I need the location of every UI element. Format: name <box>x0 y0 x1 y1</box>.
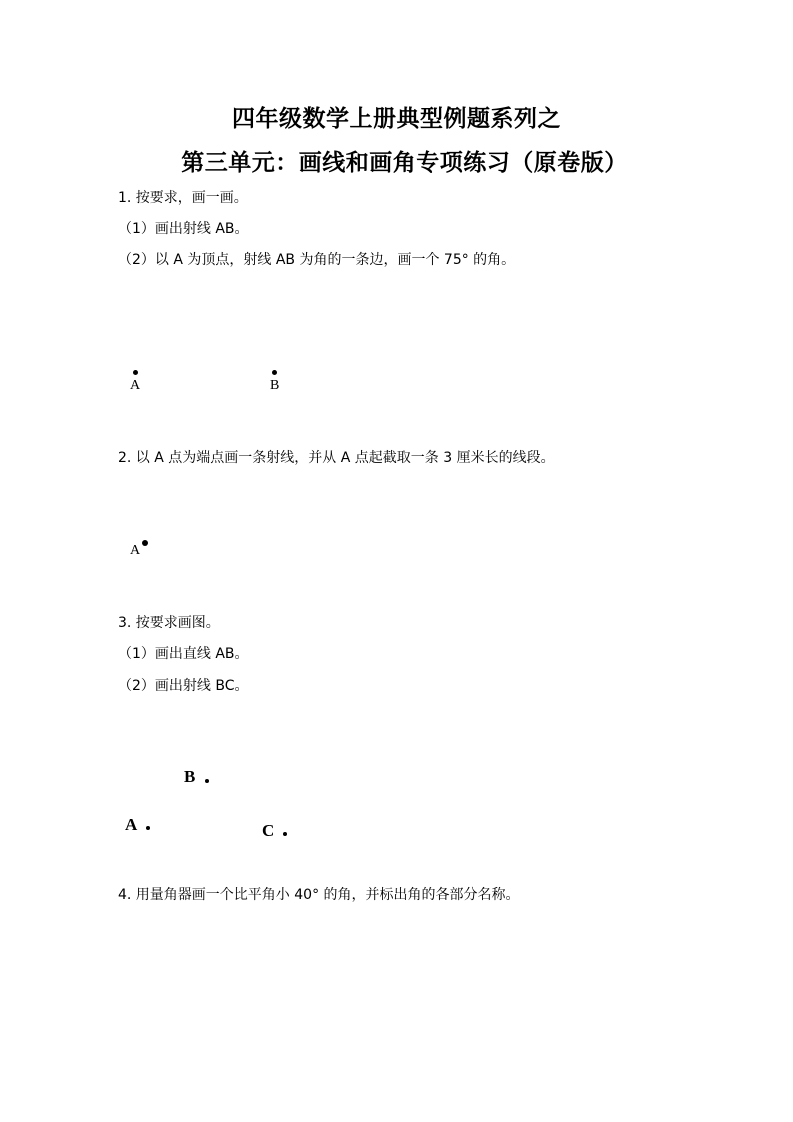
point-a-dot <box>133 370 138 375</box>
question-3-prompt: 3. 按要求画图。 <box>118 615 220 631</box>
question-2-prompt: 2. 以 A 点为端点画一条射线，并从 A 点起截取一条 3 厘米长的线段。 <box>118 450 555 466</box>
point-c-label: C <box>262 821 275 840</box>
document-title-line-2: 第三单元：画线和画角专项练习（原卷版） <box>181 150 628 176</box>
question-1-sub-2: （2）以 A 为顶点，射线 AB 为角的一条边，画一个 75° 的角。 <box>118 252 516 268</box>
question-3-sub-2: （2）画出射线 BC。 <box>118 678 249 694</box>
point-b-dot <box>205 779 209 783</box>
point-a-dot <box>146 826 150 830</box>
point-a-label: A <box>125 815 138 834</box>
point-b-dot <box>272 370 277 375</box>
point-a-label: A <box>130 543 141 558</box>
point-c-dot <box>283 832 287 836</box>
question-1-sub-1: （1）画出射线 AB。 <box>118 221 249 237</box>
document-title-line-1: 四年级数学上册典型例题系列之 <box>232 106 561 132</box>
point-b-label: B <box>270 378 280 393</box>
point-a-label: A <box>130 378 141 393</box>
point-b-label: B <box>184 767 196 786</box>
point-a-dot <box>142 540 148 546</box>
question-3-sub-1: （1）画出直线 AB。 <box>118 646 249 662</box>
question-4-prompt: 4. 用量角器画一个比平角小 40° 的角，并标出角的各部分名称。 <box>118 887 520 903</box>
question-1-prompt: 1. 按要求，画一画。 <box>118 190 248 206</box>
